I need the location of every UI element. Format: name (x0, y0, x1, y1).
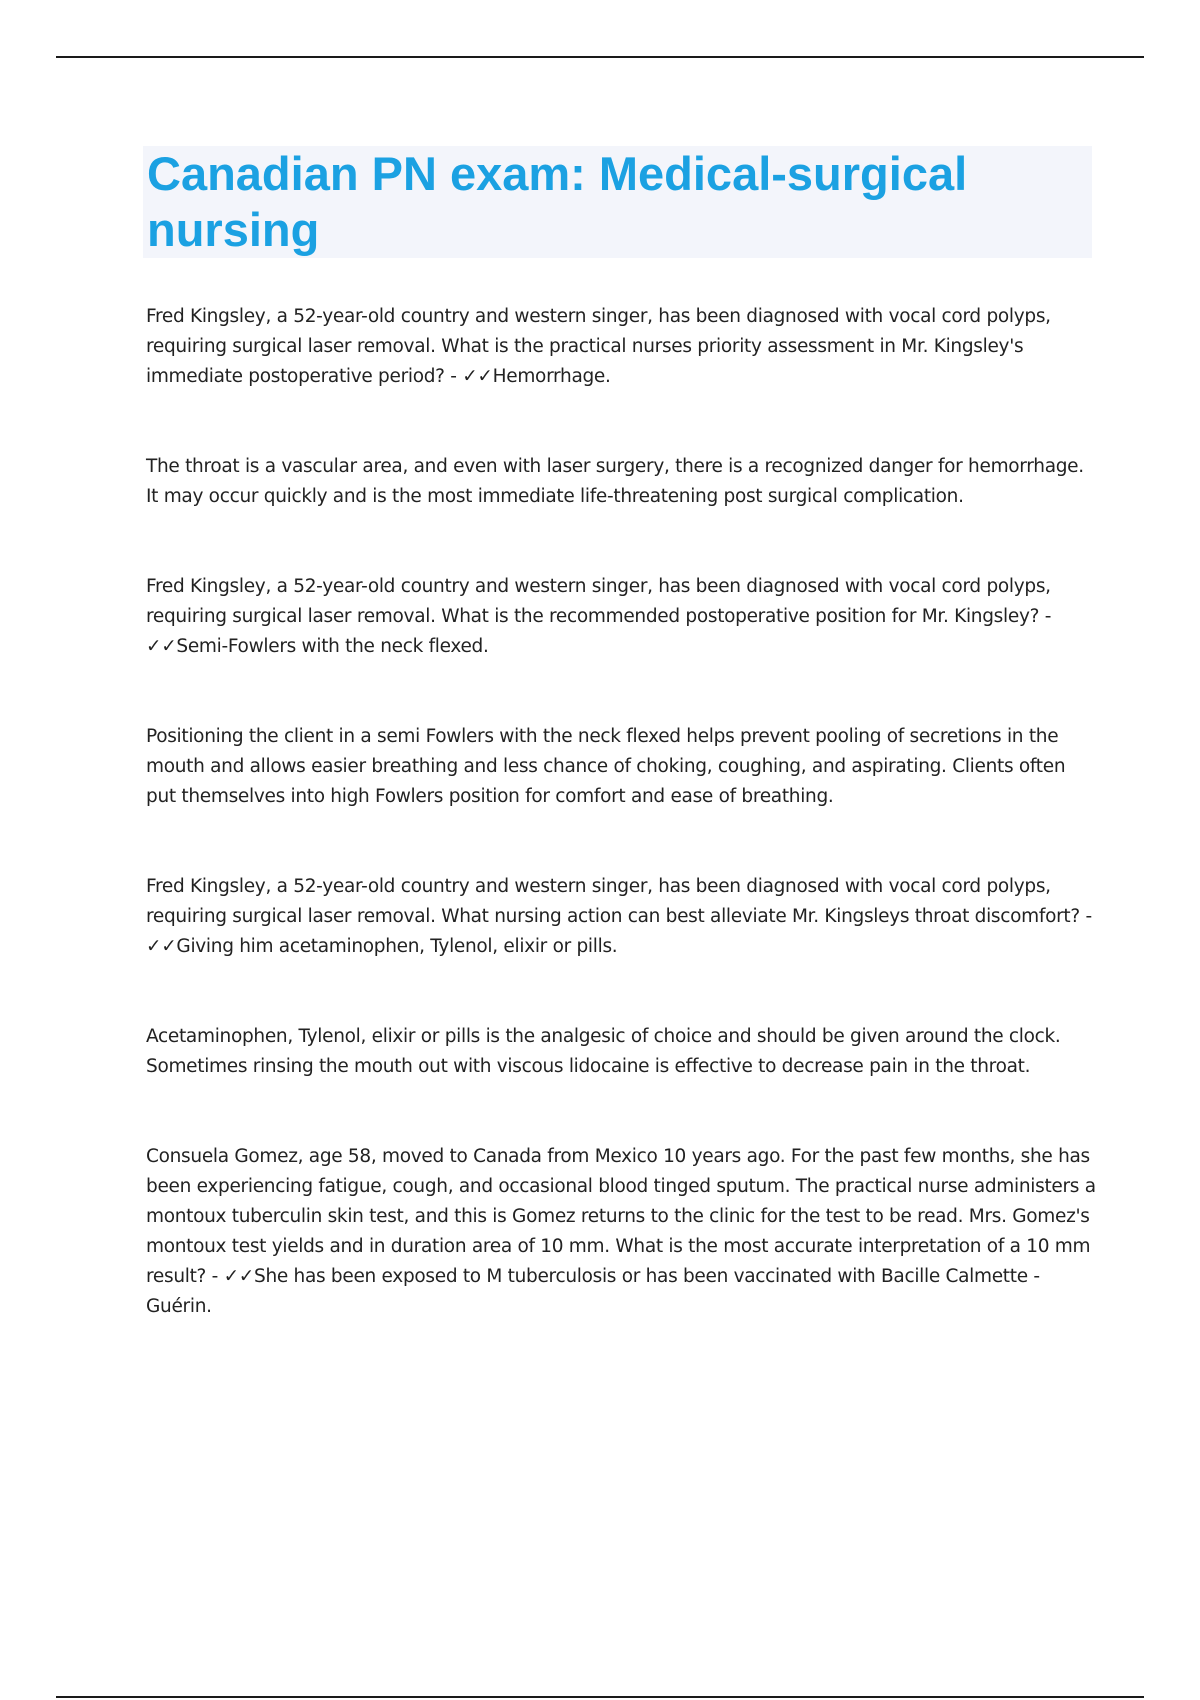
question-answer (146, 572, 1096, 662)
title-banner (143, 146, 1092, 258)
question-text: Fred Kingsley, a 52-year-old country and western singer, has been diagnosed with vocal cord polyps, requiring surgical laser removal. What is the recommended postoperative position for Mr. Kingsley? - (146, 576, 1052, 627)
answer-text: ✓✓Hemorrhage. (462, 366, 611, 387)
question-text: Consuela Gomez, age 58, moved to Canada from Mexico 10 years ago. For the past few months, she has been experiencing fatigue, cough, and occasional blood tinged sputum. The practical nurse administers a montoux tuberculin skin test, and this is Gomez returns to the clinic for the test to be read. Mrs. Gomez's montoux test yields and in duration area of 10 mm. What is the most accurate interpretation of a 10 mm result? - (146, 1146, 1096, 1287)
answer-text: ✓✓Giving him acetaminophen, Tylenol, elixir or pills. (146, 936, 618, 957)
explanation-text: Acetaminophen, Tylenol, elixir or pills is the analgesic of choice and should be given around the clock. Sometimes rinsing the mouth out with viscous lidocaine is effective to decrease pain in the throat. (146, 1026, 1061, 1077)
document-body (146, 302, 1096, 1382)
question-text: Fred Kingsley, a 52-year-old country and western singer, has been diagnosed with vocal cord polyps, requiring surgical laser removal. What nursing action can best alleviate Mr. Kingsleys throat discomfort? - (146, 876, 1092, 927)
question-answer (146, 872, 1096, 962)
document-title: Canadian PN exam: Medical-surgical nursing (147, 147, 968, 256)
question-answer (146, 1142, 1096, 1322)
question-text: Fred Kingsley, a 52-year-old country and western singer, has been diagnosed with vocal cord polyps, requiring surgical laser removal. What is the practical nurses priority assessment in Mr. Kingsley's immediate postoperative period? - (146, 306, 1051, 387)
footer-rule (56, 1696, 1144, 1698)
explanation-text: The throat is a vascular area, and even with laser surgery, there is a recognized danger for hemorrhage. It may occur quickly and is the most immediate life-threatening post surgical complication. (146, 456, 1084, 507)
explanation-text: Positioning the client in a semi Fowlers with the neck flexed helps prevent pooling of secretions in the mouth and allows easier breathing and less chance of choking, coughing, and aspirating. Clients often put themselves into high Fowlers position for comfort and ease of breathing. (146, 726, 1066, 807)
question-answer (146, 302, 1096, 392)
header-rule (56, 56, 1144, 58)
answer-text: ✓✓Semi-Fowlers with the neck flexed. (146, 636, 489, 657)
answer-text: ✓✓She has been exposed to M tuberculosis or has been vaccinated with Bacille Calmette - Guérin. (146, 1266, 1040, 1317)
